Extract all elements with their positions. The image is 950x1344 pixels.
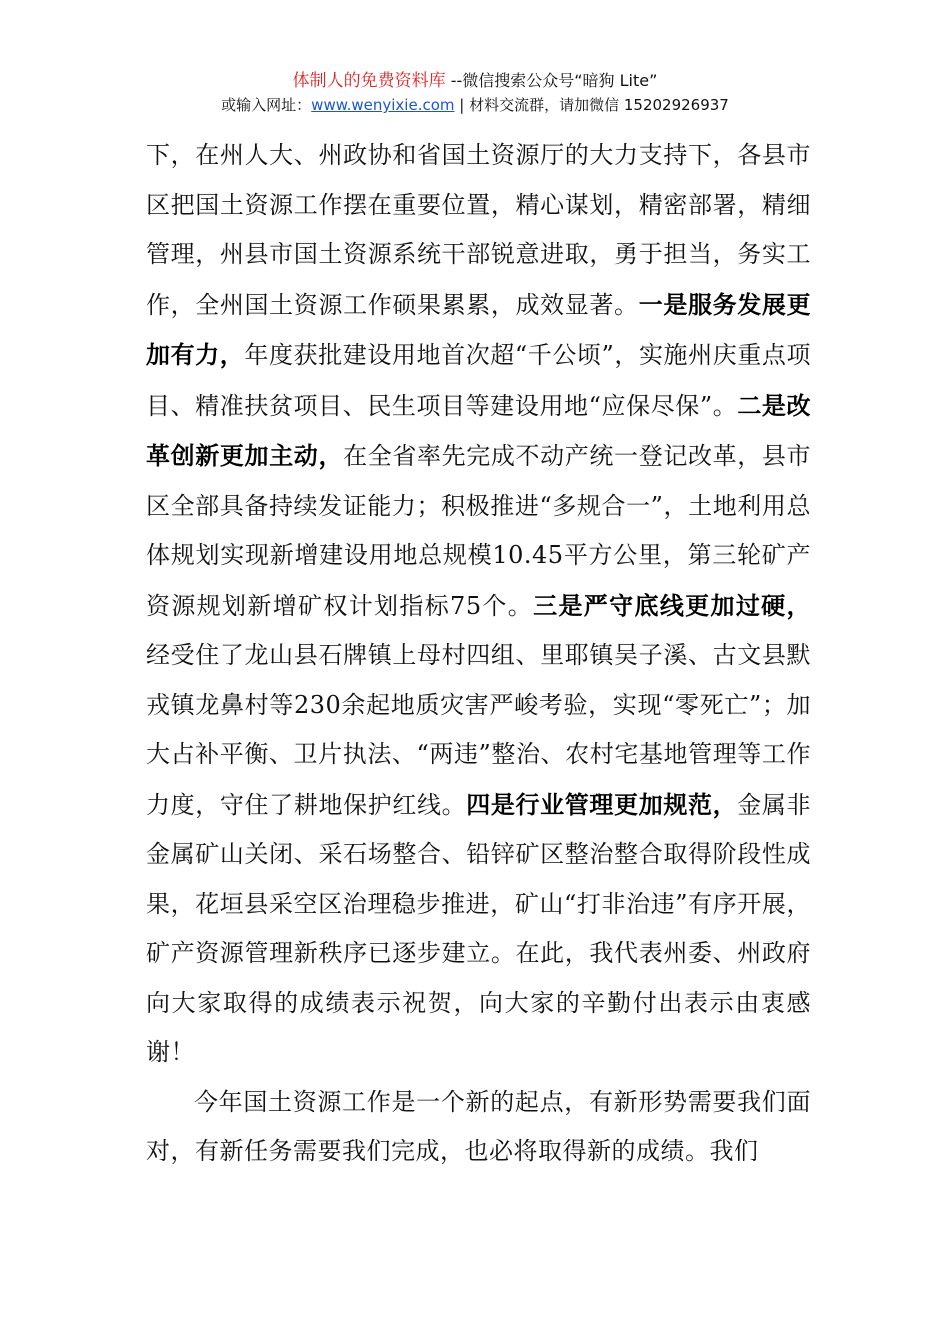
bold-point-1: 一是服务发展更加有力， [146,289,812,369]
separator: | [454,96,470,114]
text-run: 年度获批建设用地首次超“千公顷”，实施州庆重点项目、精准扶贫项目、民生项目等建设用地“应保尽保”。 [146,341,812,420]
paragraph-new-start: 今年国土资源工作是一个新的起点，有新形势需要我们面对，有新任务需要我们完成，也必将取得新的成绩。我们 [146,1087,811,1165]
wechat-search-hint: --微信搜索公众号“暗狗 Lite” [445,71,658,90]
paragraph-achievements [146,131,811,1078]
bold-point-2: 二是改革创新更加主动， [146,390,811,470]
bold-point-4: 四是行业管理更加规范， [466,789,738,819]
document-body [146,131,811,1177]
text-run: 下，在州人大、州政协和省国土资源厅的大力支持下，各县市区把国土资源工作摆在重要位置，精心谋划，精密部署，精细管理，州县市国土资源系统干部锐意进取，勇于担当，务实工作，全州国土资源工作硕果累累，成效显著。 [146,141,811,319]
bold-point-3: 三是严守底线更加过硬， [533,590,812,620]
website-link[interactable]: www.wenyixie.com [311,96,455,114]
text-run: 在全省率先完成不动产统一登记改革，县市区全部具备持续发证能力；积极推进“多规合一”，土地利用总体规划实现新增建设用地总规模10.45平方公里，第三轮矿产资源规划新增矿权计划指标75个。 [146,442,811,620]
header-contact-line [0,95,950,115]
text-run: 经受住了龙山县石牌镇上母村四组、里耶镇吴子溪、古文县默戎镇龙鼻村等230余起地质灾害严峻考验，实现“零死亡”；加大占补平衡、卫片执法、“两违”整治、农村宅基地管理等工作力度，守住了耕地保护红线。 [146,641,811,819]
brand-title: 体制人的免费资料库 [292,71,446,91]
text-run: 金属非金属矿山关闭、采石场整合、铅锌矿区整治整合取得阶段性成果，花垣县采空区治理稳步推进，矿山“打非治违”有序开展，矿产资源管理新秩序已逐步建立。在此，我代表州委、州政府向大家取得的成绩表示祝贺，向大家的辛勤付出表示由衷感谢！ [146,790,812,1066]
header-promo-line [0,70,950,92]
contact-info: 材料交流群，请加微信 15202926937 [469,96,729,114]
url-prefix: 或输入网址： [221,96,312,114]
